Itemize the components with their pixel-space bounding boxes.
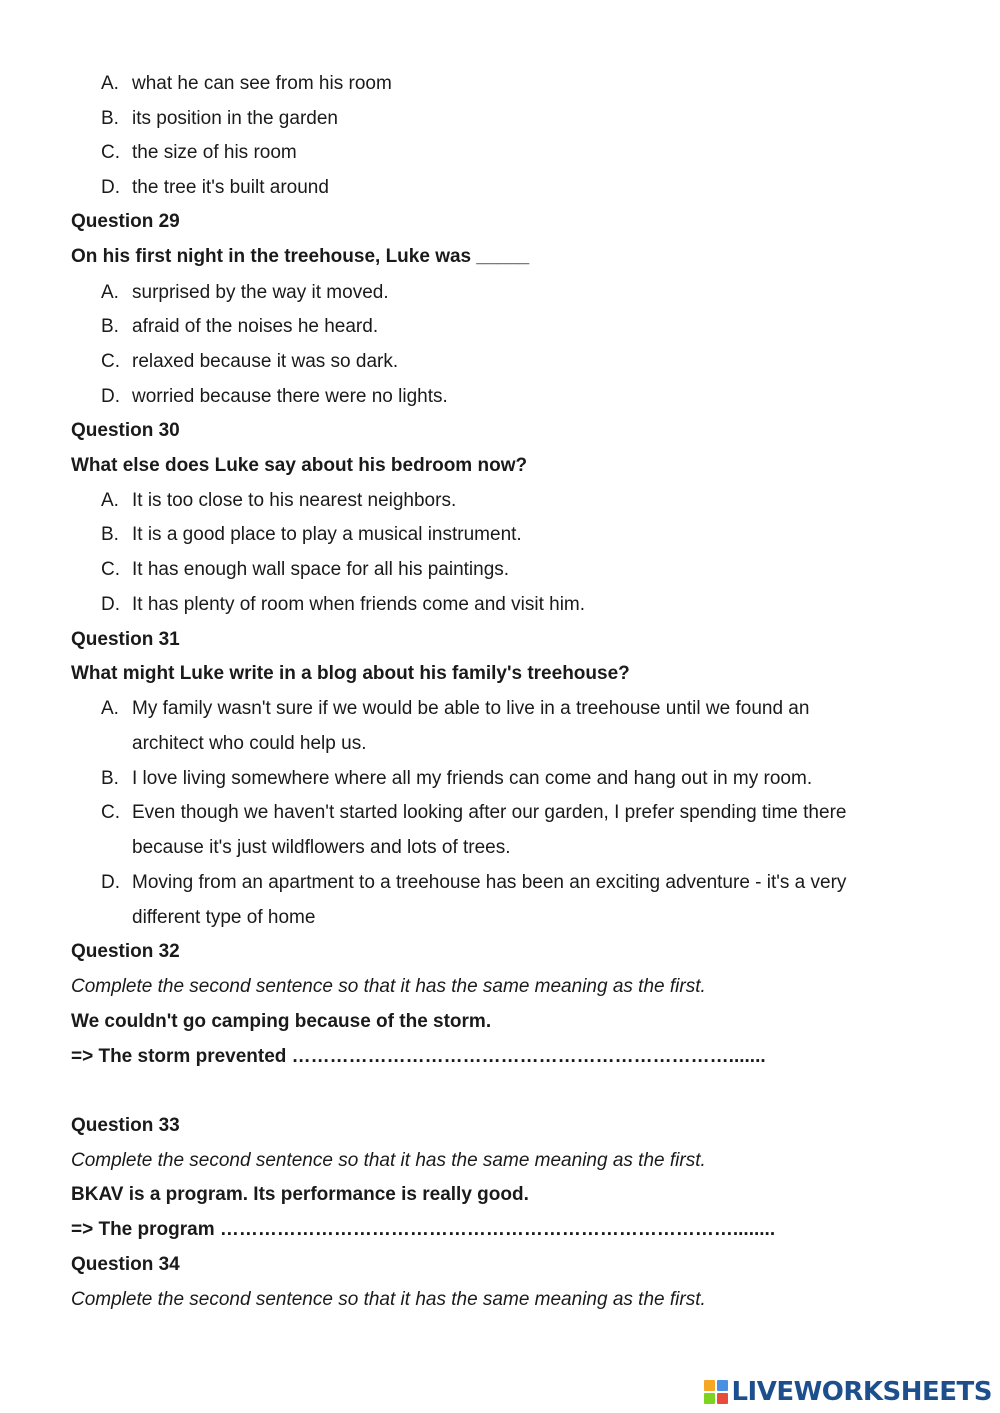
q31-option-d: D. Moving from an apartment to a treehouse has been an exciting adventure - it's a very bbox=[101, 872, 847, 893]
q30-prompt: What else does Luke say about his bedroom now? bbox=[71, 455, 528, 476]
q33-instruction: Complete the second sentence so that it has the same meaning as the first. bbox=[71, 1150, 706, 1171]
q29-option-b: B. afraid of the noises he heard. bbox=[101, 316, 379, 337]
q32-sentence: We couldn't go camping because of the storm. bbox=[71, 1011, 492, 1032]
q29-option-c: C. relaxed because it was so dark. bbox=[101, 351, 399, 372]
q28-option-d: D. the tree it's built around bbox=[101, 177, 329, 198]
liveworksheets-logo[interactable] bbox=[704, 1377, 992, 1407]
q29-option-d: D. worried because there were no lights. bbox=[101, 386, 448, 407]
q31-option-b: B. I love living somewhere where all my friends can come and hang out in my room. bbox=[101, 768, 813, 789]
q32-answer-line[interactable]: => The storm prevented ……………………………………………………………....... bbox=[71, 1046, 766, 1067]
q29-option-a: A. surprised by the way it moved. bbox=[101, 282, 389, 303]
q30-option-a: A. It is too close to his nearest neighbors. bbox=[101, 490, 457, 511]
q28-option-b: B. its position in the garden bbox=[101, 108, 338, 129]
q32-heading: Question 32 bbox=[71, 941, 180, 962]
q33-heading: Question 33 bbox=[71, 1115, 180, 1136]
q29-heading: Question 29 bbox=[71, 211, 180, 232]
q30-option-c: C. It has enough wall space for all his paintings. bbox=[101, 559, 510, 580]
q34-heading: Question 34 bbox=[71, 1254, 180, 1275]
q29-prompt: On his first night in the treehouse, Luke was _____ bbox=[71, 246, 530, 267]
logo-square-icon bbox=[704, 1380, 715, 1391]
q33-sentence: BKAV is a program. Its performance is really good. bbox=[71, 1184, 529, 1205]
q28-option-a: A. what he can see from his room bbox=[101, 73, 392, 94]
q30-option-d: D. It has plenty of room when friends come and visit him. bbox=[101, 594, 586, 615]
q31-option-a-continued: architect who could help us. bbox=[132, 733, 367, 754]
logo-text: LIVEWORKSHEETS bbox=[731, 1377, 992, 1407]
q28-option-c: C. the size of his room bbox=[101, 142, 297, 163]
logo-square-icon bbox=[717, 1393, 728, 1404]
q30-heading: Question 30 bbox=[71, 420, 180, 441]
q33-answer-line[interactable]: => The program ………………………………………………………………………........ bbox=[71, 1219, 776, 1240]
logo-mark-icon bbox=[704, 1380, 728, 1404]
q34-instruction: Complete the second sentence so that it has the same meaning as the first. bbox=[71, 1289, 706, 1310]
q31-option-a: A. My family wasn't sure if we would be able to live in a treehouse until we found an bbox=[101, 698, 810, 719]
q31-option-c-continued: because it's just wildflowers and lots of trees. bbox=[132, 837, 511, 858]
q31-heading: Question 31 bbox=[71, 629, 180, 650]
q30-option-b: B. It is a good place to play a musical instrument. bbox=[101, 524, 522, 545]
logo-square-icon bbox=[717, 1380, 728, 1391]
q31-option-c: C. Even though we haven't started looking after our garden, I prefer spending time there bbox=[101, 802, 847, 823]
q32-instruction: Complete the second sentence so that it has the same meaning as the first. bbox=[71, 976, 706, 997]
q31-prompt: What might Luke write in a blog about his family's treehouse? bbox=[71, 663, 630, 684]
q31-option-d-continued: different type of home bbox=[132, 907, 316, 928]
logo-square-icon bbox=[704, 1393, 715, 1404]
